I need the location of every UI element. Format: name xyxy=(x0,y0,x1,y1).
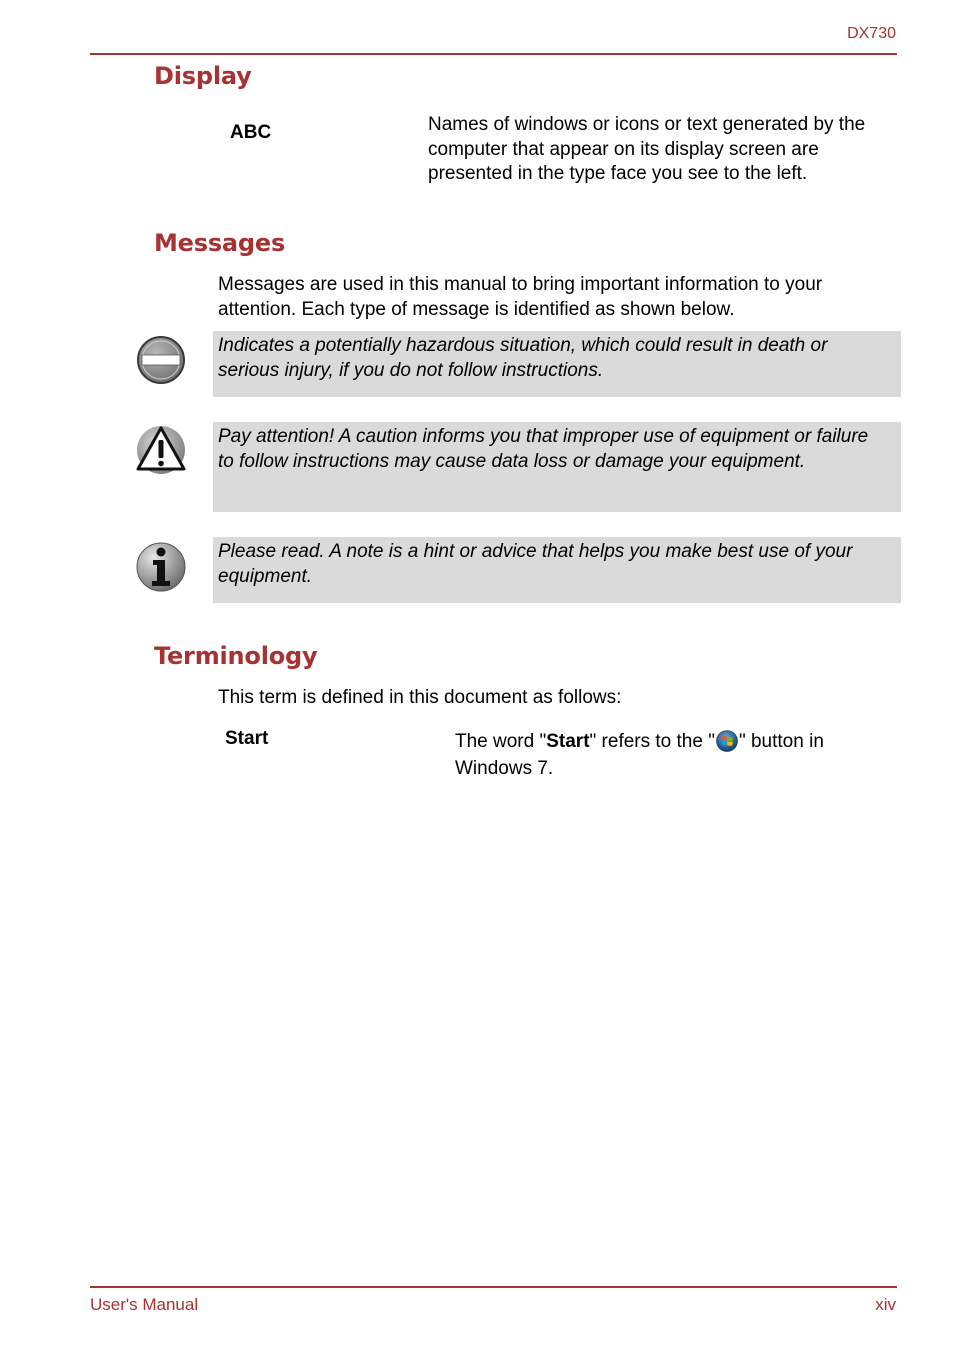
terminology-intro: This term is defined in this document as follows: xyxy=(218,687,622,708)
windows-start-icon xyxy=(716,730,738,752)
display-term-label: ABC xyxy=(230,122,272,143)
definition-mid: " refers to the " xyxy=(589,731,715,752)
info-icon xyxy=(135,541,187,593)
danger-message-text: Indicates a potentially hazardous situation, which could result in death or serious injury, if you do not follow instructions. xyxy=(218,335,828,381)
definition-suffix: " button in Windows 7. xyxy=(455,731,824,779)
display-term-description: Names of windows or icons or text generated by the computer that appear on its display screen are presented in the type face you see to the left. xyxy=(428,114,866,184)
messages-intro: Messages are used in this manual to bring important information to your attention. Each type of message is identified as shown below. xyxy=(218,274,823,320)
section-title-terminology: Terminology xyxy=(154,642,318,670)
header-model-name: DX730 xyxy=(847,25,896,42)
danger-message-box xyxy=(213,331,901,397)
caution-message-box xyxy=(213,422,901,512)
warning-triangle-icon xyxy=(135,424,187,476)
terminology-term-label: Start xyxy=(225,728,269,749)
caution-message-text: Pay attention! A caution informs you that improper use of equipment or failure to follow instructions may cause data loss or damage your equipment. xyxy=(218,426,869,472)
section-title-messages: Messages xyxy=(154,229,286,257)
footer-manual-title: User's Manual xyxy=(90,1295,199,1314)
note-message-text: Please read. A note is a hint or advice that helps you make best use of your equipment. xyxy=(218,541,853,587)
terminology-definition xyxy=(455,728,875,782)
definition-prefix: The word " xyxy=(455,731,547,752)
footer-rule xyxy=(90,1286,897,1288)
no-entry-icon xyxy=(135,334,187,386)
section-title-display: Display xyxy=(154,62,252,90)
note-message-box xyxy=(213,537,901,603)
definition-bold-term: Start xyxy=(546,731,590,752)
header-rule xyxy=(90,53,897,55)
footer-page-number: xiv xyxy=(875,1295,896,1314)
